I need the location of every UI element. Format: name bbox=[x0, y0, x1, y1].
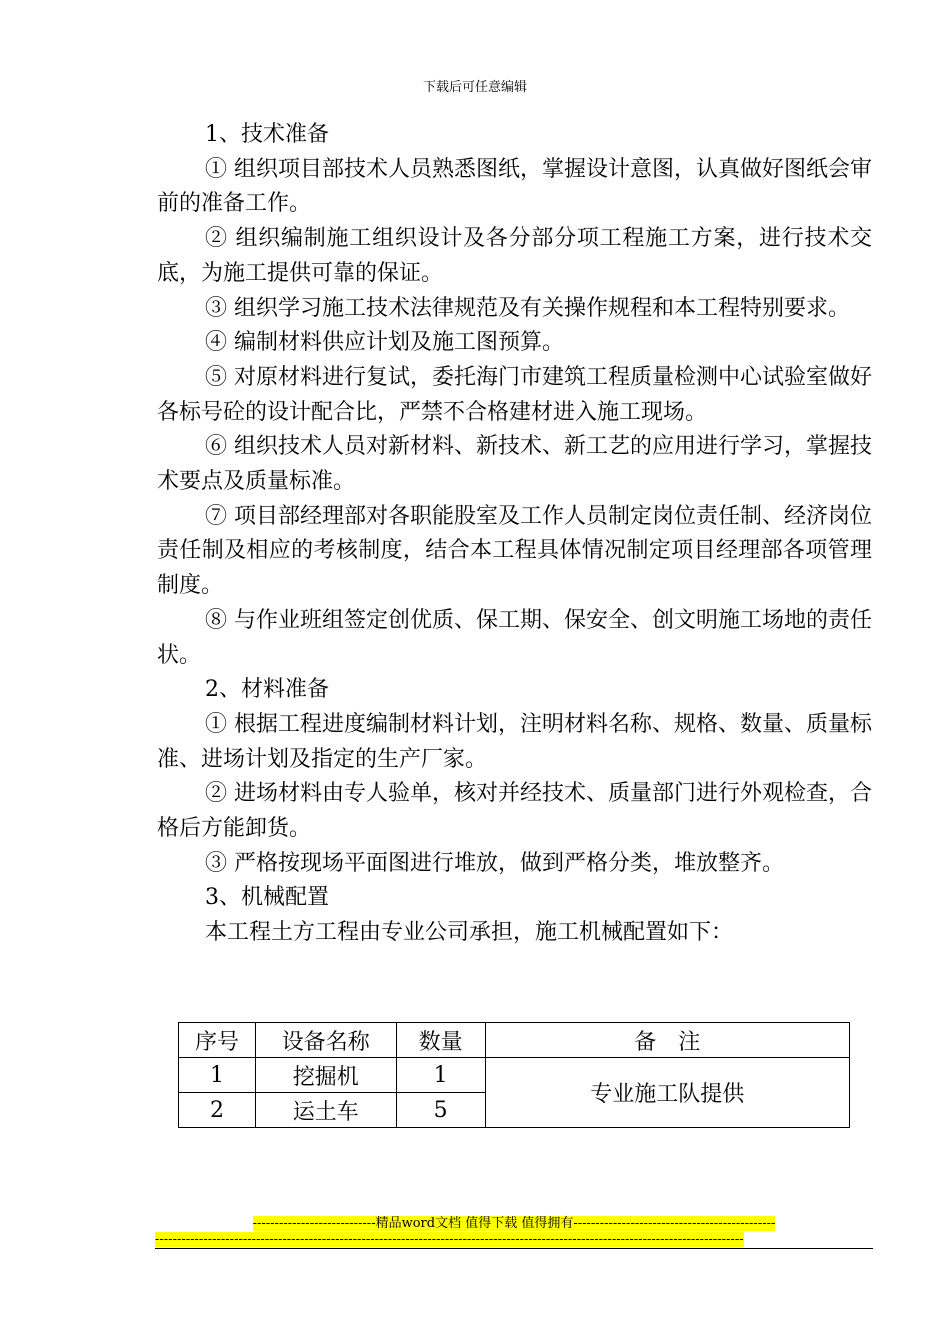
paragraph: ② 进场材料由专人验单，核对并经技术、质量部门进行外观检查，合格后方能卸货。 bbox=[157, 781, 872, 842]
table-cell: 1 bbox=[396, 1058, 485, 1093]
paragraph: ⑧ 与作业班组签定创优质、保工期、保安全、创文明施工场地的责任状。 bbox=[157, 607, 872, 668]
paragraph: 本工程土方工程由专业公司承担，施工机械配置如下： bbox=[205, 920, 734, 946]
paragraph: ⑤ 对原材料进行复试，委托海门市建筑工程质量检测中心试验室做好各标号砼的设计配合比，严禁不合格建材进入施工现场。 bbox=[157, 364, 872, 425]
section-heading-machinery: 3、机械配置 bbox=[205, 885, 329, 911]
section-heading-material-prep: 2、材料准备 bbox=[205, 677, 329, 703]
table-cell: 运土车 bbox=[255, 1093, 396, 1128]
table-cell: 2 bbox=[179, 1093, 256, 1128]
paragraph: ③ 组织学习施工技术法律规范及有关操作规程和本工程特别要求。 bbox=[205, 295, 850, 321]
footer-banner-text: ----------------------------精品word文档 值得下载 值得拥有---------------------------------------------- bbox=[252, 1216, 776, 1231]
equipment-table bbox=[178, 1022, 850, 1128]
paragraph: ⑥ 组织技术人员对新材料、新技术、新工艺的应用进行学习，掌握技术要点及质量标准。 bbox=[157, 434, 872, 495]
table-note-cell: 专业施工队提供 bbox=[485, 1058, 849, 1128]
table-cell: 挖掘机 bbox=[255, 1058, 396, 1093]
paragraph: ④ 编制材料供应计划及施工图预算。 bbox=[205, 330, 564, 356]
document-body bbox=[157, 118, 872, 951]
header-cell: 序号 bbox=[179, 1023, 256, 1058]
footer-dashes bbox=[155, 1232, 873, 1247]
table-cell: 5 bbox=[396, 1093, 485, 1128]
table-row bbox=[179, 1058, 850, 1093]
paragraph: ② 组织编制施工组织设计及各分部分项工程施工方案，进行技术交底，为施工提供可靠的保证。 bbox=[157, 226, 872, 286]
header-cell: 备 注 bbox=[485, 1023, 849, 1058]
footer-divider bbox=[155, 1248, 873, 1249]
page-header: 下载后可任意编辑 bbox=[422, 80, 527, 95]
footer-banner bbox=[155, 1212, 873, 1231]
header-cell: 数量 bbox=[396, 1023, 485, 1058]
table-cell: 1 bbox=[179, 1058, 256, 1093]
footer-dashes-text: -------------------------------------------------------------------------------------------------------------------------------------- bbox=[155, 1232, 744, 1247]
section-heading-tech-prep: 1、技术准备 bbox=[205, 122, 329, 147]
header-cell: 设备名称 bbox=[255, 1023, 396, 1058]
paragraph: ⑦ 项目部经理部对各职能股室及工作人员制定岗位责任制、经济岗位责任制及相应的考核制度，结合本工程具体情况制定项目经理部各项管理制度。 bbox=[157, 503, 872, 599]
paragraph: ③ 严格按现场平面图进行堆放，做到严格分类，堆放整齐。 bbox=[205, 850, 784, 876]
table-header-row bbox=[179, 1023, 850, 1058]
paragraph: ① 组织项目部技术人员熟悉图纸，掌握设计意图，认真做好图纸会审前的准备工作。 bbox=[157, 156, 872, 217]
paragraph: ① 根据工程进度编制材料计划，注明材料名称、规格、数量、质量标准、进场计划及指定的生产厂家。 bbox=[157, 711, 872, 772]
